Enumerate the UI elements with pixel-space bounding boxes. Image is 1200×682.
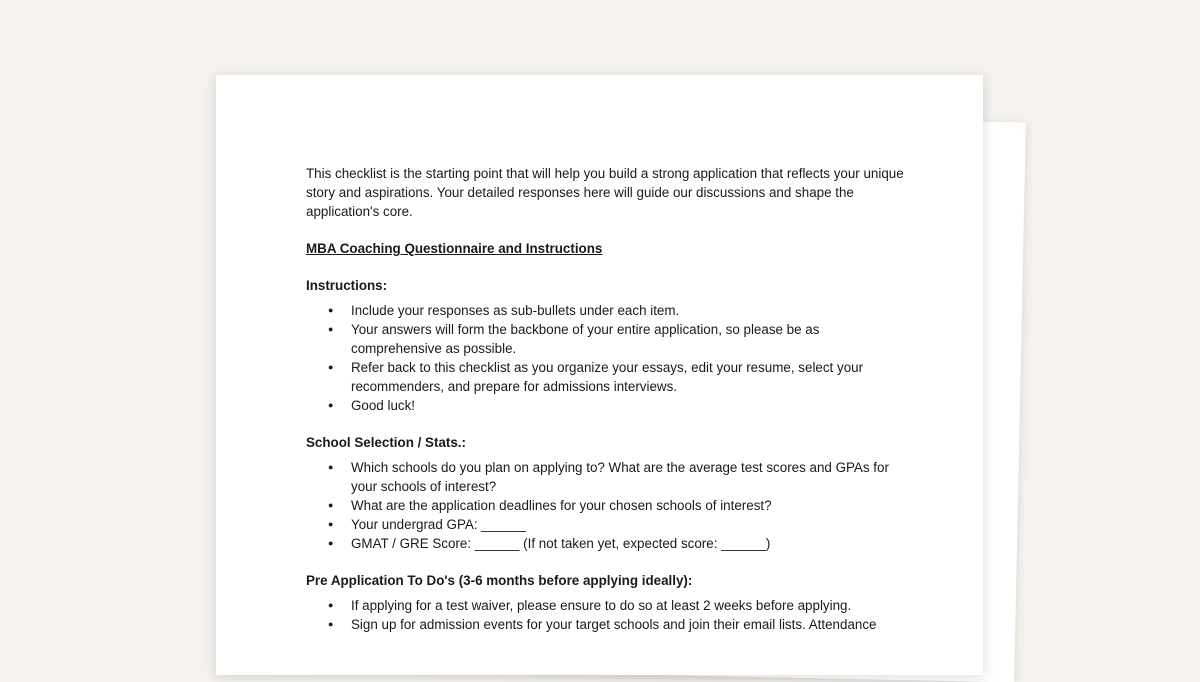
list-item: ● Which schools do you plan on applying to? What are the average test scores and GPAs for your schools of interest? [306, 458, 906, 496]
document-body [306, 164, 906, 652]
list-item: ● Good luck! [306, 396, 906, 415]
intro-paragraph: This checklist is the starting point that will help you build a strong application that reflects your unique story and aspirations. Your detailed responses here will guide our discussions and shape the application's core. [306, 166, 904, 219]
section-heading-instructions: Instructions: [306, 278, 388, 293]
section-heading-pre-application: Pre Application To Do's (3-6 months before applying ideally): [306, 573, 693, 588]
list-item: ● Include your responses as sub-bullets under each item. [306, 301, 906, 320]
school-selection-list [306, 458, 906, 553]
document-page [216, 75, 983, 675]
section-heading-school-selection: School Selection / Stats.: [306, 435, 466, 450]
list-item: ● Sign up for admission events for your target schools and join their email lists. Attendance [306, 615, 906, 634]
document-title: MBA Coaching Questionnaire and Instructions [306, 241, 603, 256]
list-item: ● Refer back to this checklist as you organize your essays, edit your resume, select your recommenders, and prepare for admissions interviews. [306, 358, 906, 396]
pre-application-list [306, 596, 906, 634]
list-item: ● Your answers will form the backbone of your entire application, so please be as comprehensive as possible. [306, 320, 906, 358]
list-item: ● GMAT / GRE Score: ______ (If not taken yet, expected score: ______) [306, 534, 906, 553]
list-item: ● Your undergrad GPA: ______ [306, 515, 906, 534]
list-item: ● What are the application deadlines for your chosen schools of interest? [306, 496, 906, 515]
list-item: ● If applying for a test waiver, please ensure to do so at least 2 weeks before applying. [306, 596, 906, 615]
instructions-list [306, 301, 906, 415]
